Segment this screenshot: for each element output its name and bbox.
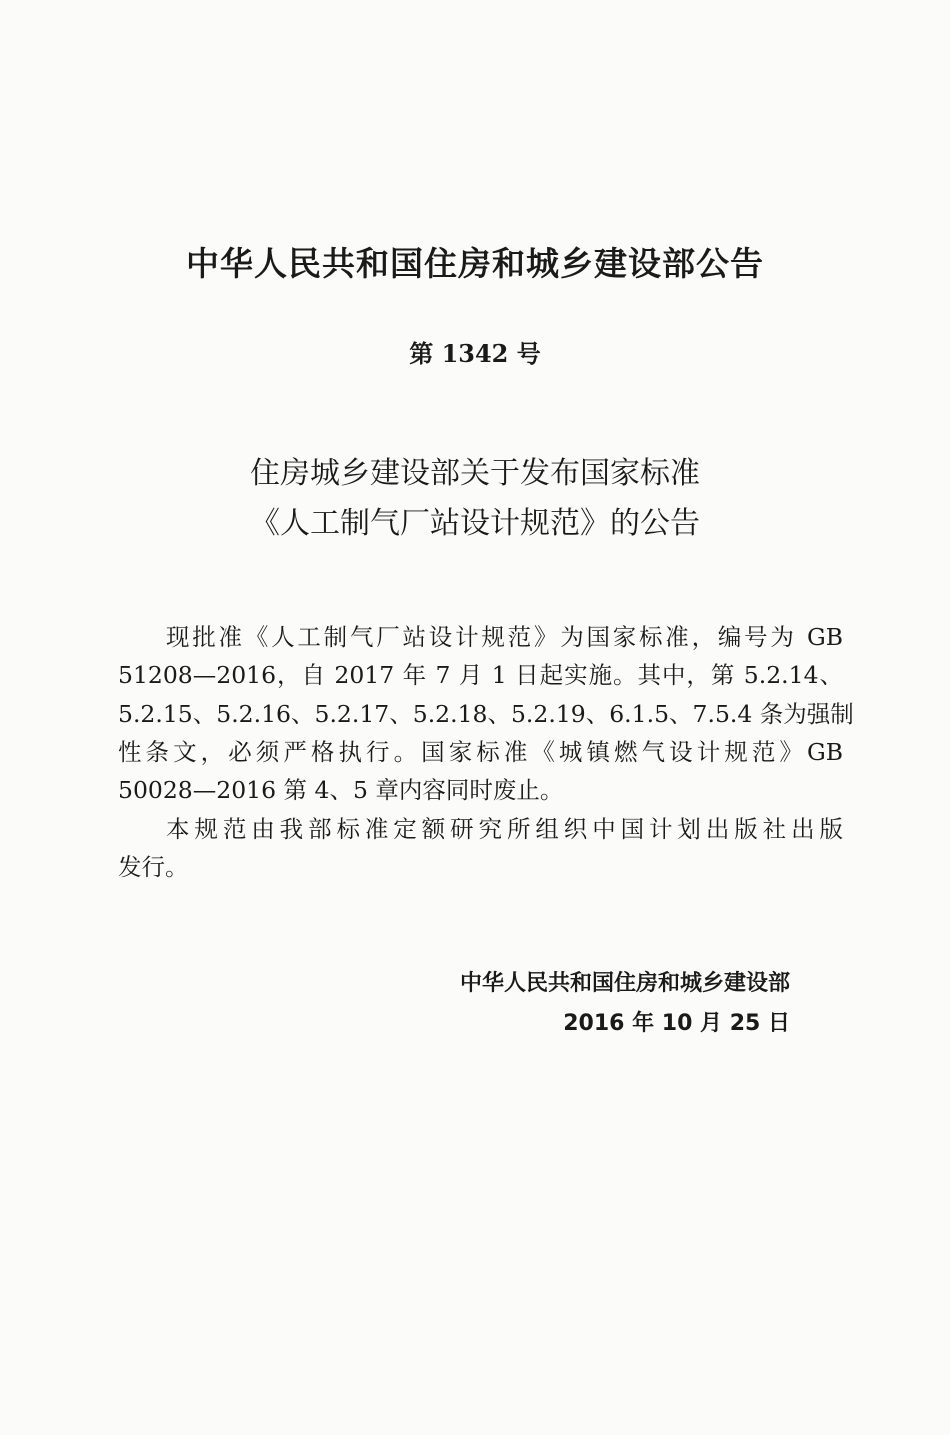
- announcement-title: 中华人民共和国住房和城乡建设部公告: [186, 244, 764, 283]
- body-line: 性条文，必须严格执行。国家标准《城镇燃气设计规范》GB: [118, 738, 843, 766]
- body-line: 发行。: [118, 853, 189, 881]
- body-line: 5.2.15、5.2.16、5.2.17、5.2.18、5.2.19、6.1.5、7.5.4 条为强制: [118, 700, 854, 728]
- body-line: 本规范由我部标准定额研究所组织中国计划出版社出版: [166, 815, 843, 843]
- subtitle-line-1: 住房城乡建设部关于发布国家标准: [250, 456, 700, 491]
- subtitle-line-2: 《人工制气厂站设计规范》的公告: [250, 506, 700, 541]
- body-line: 现批准《人工制气厂站设计规范》为国家标准，编号为 GB: [166, 623, 843, 651]
- announcement-number: 第 1342 号: [409, 339, 541, 368]
- body-line: 51208—2016，自 2017 年 7 月 1 日起实施。其中，第 5.2.14、: [118, 661, 843, 689]
- signature-organization: 中华人民共和国住房和城乡建设部: [459, 971, 790, 996]
- signature-date: 2016 年 10 月 25 日: [563, 1011, 790, 1036]
- body-line: 50028—2016 第 4、5 章内容同时废止。: [118, 776, 564, 804]
